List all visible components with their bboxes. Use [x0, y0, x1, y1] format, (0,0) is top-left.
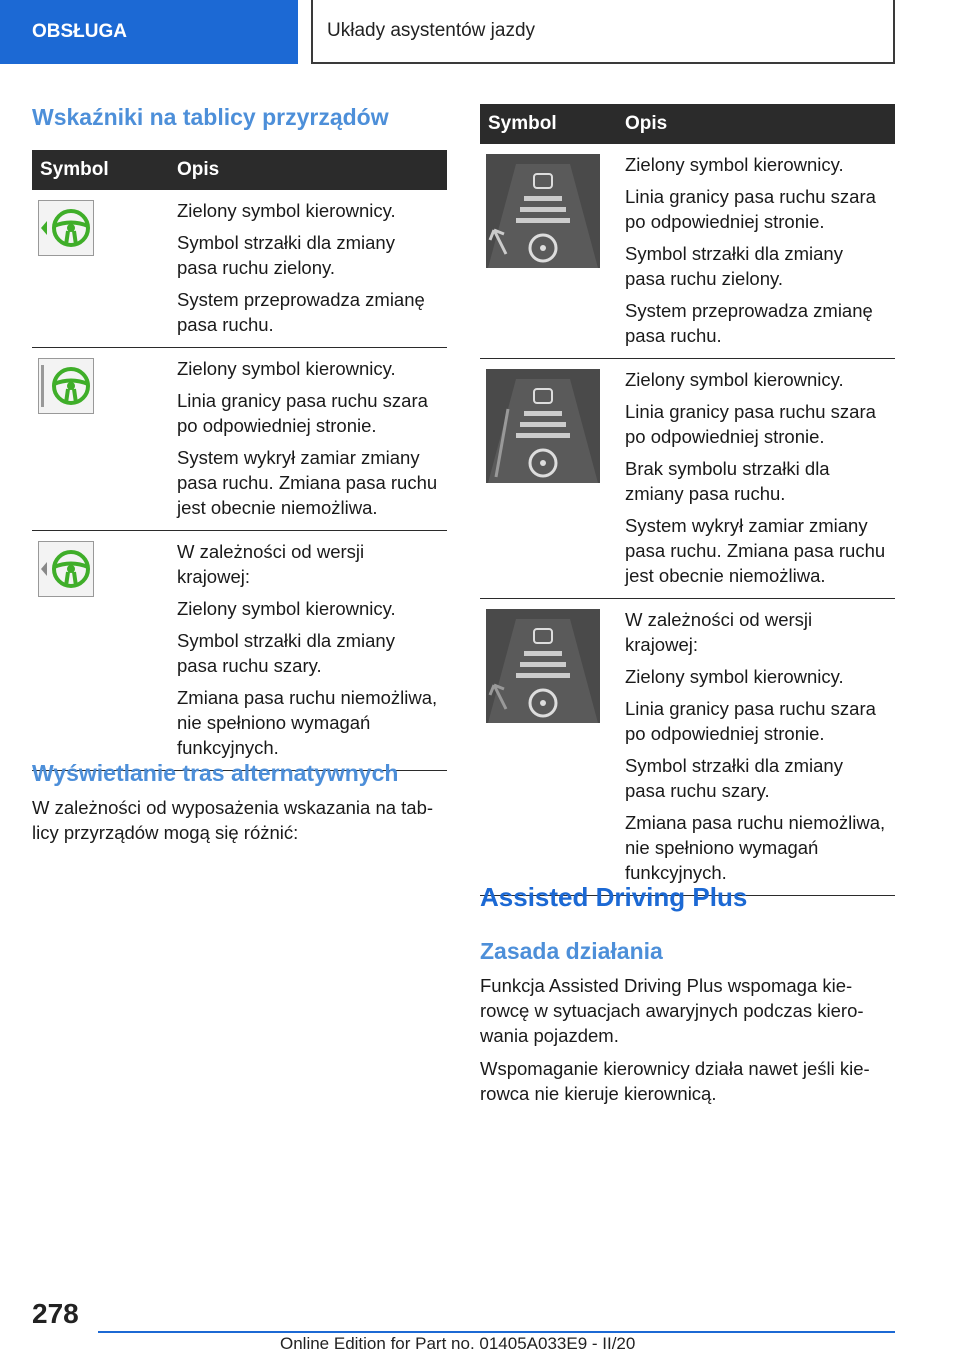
row-text: Brak symbolu strzałki dla zmiany pasa ruchu. [625, 458, 830, 504]
row-text: Linia granicy pasa ruchu szara po odpowiedniej stronie. [625, 401, 876, 447]
header-symbol: Symbol [32, 150, 169, 190]
page-number: 278 [32, 1298, 79, 1329]
steering-wheel-arrow-icon [38, 200, 94, 256]
row-text: Linia granicy pasa ruchu szara po odpowiedniej stronie. [625, 186, 876, 232]
row-text: Symbol strzałki dla zmiany pasa ruchu zielony. [625, 243, 843, 289]
table-row [32, 190, 447, 348]
row-text: Linia granicy pasa ruchu szara po odpowiedniej stronie. [177, 390, 428, 436]
steering-wheel-icon [38, 358, 94, 414]
principle-body [480, 973, 890, 1114]
table-row [32, 531, 447, 771]
lane-change-display-grey-arrow-icon [486, 609, 600, 723]
table-row [480, 144, 895, 359]
table-row [32, 348, 447, 531]
row-text: Zielony symbol kierownicy. [177, 358, 396, 379]
indicator-table [32, 150, 447, 771]
footer-divider [98, 1331, 895, 1333]
edition-note: Online Edition for Part no. 01405A033E9 - II/20 [280, 1334, 636, 1353]
row-text: System przeprowadza zmianę pasa ruchu. [625, 300, 873, 346]
row-text: Linia granicy pasa ruchu szara po odpowiedniej stronie. [625, 698, 876, 744]
alt-routes-text: W zależności od wyposażenia wskazania na tablicy przyrządów mogą się różnić: [32, 797, 434, 843]
lane-change-display-arrow-icon [486, 154, 600, 268]
row-text: System przeprowadza zmianę pasa ruchu. [177, 289, 425, 335]
principle-title: Zasada działania [480, 938, 663, 964]
section-title: Wskaźniki na tablicy przyrządów [32, 104, 389, 130]
row-text: W zależności od wersji krajowej: [625, 609, 813, 655]
paragraph: Wspomaganie kierownicy działa nawet jeśli kierowca nie kieruje kierownicą. [480, 1058, 870, 1104]
row-text: System wykrył zamiar zmiany pasa ruchu. Zmiana pasa ruchu jest obecnie niemożliwa. [177, 447, 438, 518]
paragraph: Funkcja Assisted Driving Plus wspomaga kierowcę w sytuacjach awaryjnych podczas kierowania pojazdem. [480, 975, 864, 1046]
chapter-header [311, 0, 895, 64]
table-row [480, 599, 895, 896]
section-tab [0, 0, 298, 64]
steering-wheel-grey-arrow-icon [38, 541, 94, 597]
display-table [480, 104, 895, 896]
row-text: Zielony symbol kierownicy. [177, 200, 396, 221]
row-text: Zmiana pasa ruchu niemożliwa, nie spełniono wymagań funkcyjnych. [625, 812, 886, 883]
row-text: Zmiana pasa ruchu niemożliwa, nie spełniono wymagań funkcyjnych. [177, 687, 438, 758]
row-text: Symbol strzałki dla zmiany pasa ruchu zielony. [177, 232, 395, 278]
adp-title: Assisted Driving Plus [480, 882, 748, 912]
row-text: System wykrył zamiar zmiany pasa ruchu. Zmiana pasa ruchu jest obecnie niemożliwa. [625, 515, 886, 586]
header-symbol: Symbol [480, 104, 617, 144]
row-text: Zielony symbol kierownicy. [625, 154, 844, 175]
lane-change-display-icon [486, 369, 600, 483]
section-label: OBSŁUGA [32, 21, 127, 42]
chapter-title: Układy asystentów jazdy [327, 20, 536, 41]
header-description: Opis [617, 104, 895, 144]
table-row [480, 359, 895, 599]
row-text: Symbol strzałki dla zmiany pasa ruchu szary. [177, 630, 395, 676]
row-text: Zielony symbol kierownicy. [625, 666, 844, 687]
row-text: Zielony symbol kierownicy. [625, 369, 844, 390]
alt-routes-title: Wyświetlanie tras alternatywnych [32, 760, 399, 786]
row-text: Symbol strzałki dla zmiany pasa ruchu szary. [625, 755, 843, 801]
row-text: Zielony symbol kierownicy. [177, 598, 396, 619]
row-text: W zależności od wersji krajowej: [177, 541, 365, 587]
header-description: Opis [169, 150, 447, 190]
